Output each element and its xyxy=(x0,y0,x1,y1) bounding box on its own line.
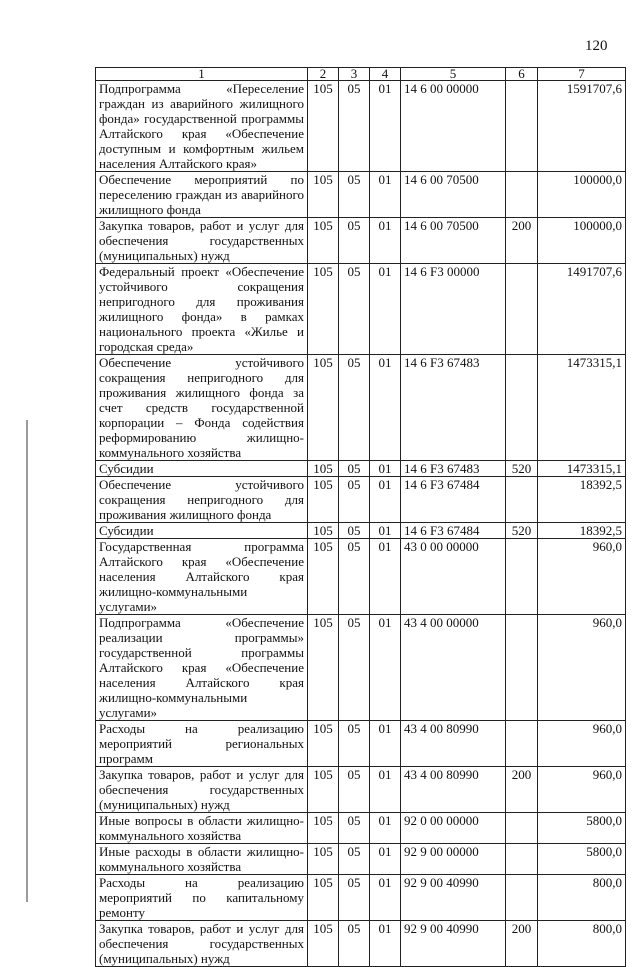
code-cell: 105 xyxy=(308,218,339,264)
table-row xyxy=(96,539,626,615)
target-article-cell: 92 9 00 40990 xyxy=(401,875,506,921)
amount-cell: 960,0 xyxy=(538,767,626,813)
subsection-cell: 01 xyxy=(370,264,401,355)
code-cell: 105 xyxy=(308,264,339,355)
amount-cell: 800,0 xyxy=(538,875,626,921)
item-name-cell: Расходы на реализацию мероприятий региональных программ xyxy=(96,721,308,767)
subsection-cell: 01 xyxy=(370,767,401,813)
amount-cell: 1473315,1 xyxy=(538,355,626,461)
section-cell: 05 xyxy=(339,355,370,461)
code-cell: 105 xyxy=(308,844,339,875)
code-cell: 105 xyxy=(308,813,339,844)
page-number: 120 xyxy=(585,38,608,54)
code-cell: 105 xyxy=(308,461,339,477)
expense-type-cell xyxy=(506,81,538,172)
code-cell: 105 xyxy=(308,721,339,767)
section-cell: 05 xyxy=(339,81,370,172)
table-row xyxy=(96,172,626,218)
expense-type-cell: 200 xyxy=(506,218,538,264)
item-name-cell: Подпрограмма «Обеспечение реализации программы» государственной программы Алтайского края «Обеспечение населения Алтайского края жилищно-коммунальными услугами» xyxy=(96,615,308,721)
section-cell: 05 xyxy=(339,875,370,921)
column-header: 3 xyxy=(339,68,370,81)
column-header: 2 xyxy=(308,68,339,81)
code-cell: 105 xyxy=(308,921,339,967)
amount-cell: 800,0 xyxy=(538,921,626,967)
code-cell: 105 xyxy=(308,523,339,539)
target-article-cell: 14 6 00 70500 xyxy=(401,172,506,218)
expense-type-cell xyxy=(506,721,538,767)
expense-type-cell xyxy=(506,355,538,461)
amount-cell: 1491707,6 xyxy=(538,264,626,355)
column-header: 5 xyxy=(401,68,506,81)
target-article-cell: 14 6 F3 00000 xyxy=(401,264,506,355)
subsection-cell: 01 xyxy=(370,539,401,615)
item-name-cell: Закупка товаров, работ и услуг для обеспечения государственных (муниципальных) нужд xyxy=(96,218,308,264)
code-cell: 105 xyxy=(308,539,339,615)
section-cell: 05 xyxy=(339,172,370,218)
amount-cell: 960,0 xyxy=(538,615,626,721)
item-name-cell: Закупка товаров, работ и услуг для обеспечения государственных (муниципальных) нужд xyxy=(96,921,308,967)
table-row xyxy=(96,81,626,172)
column-header: 4 xyxy=(370,68,401,81)
target-article-cell: 43 4 00 80990 xyxy=(401,767,506,813)
amount-cell: 960,0 xyxy=(538,539,626,615)
target-article-cell: 43 4 00 80990 xyxy=(401,721,506,767)
item-name-cell: Расходы на реализацию мероприятий по капитальному ремонту xyxy=(96,875,308,921)
section-cell: 05 xyxy=(339,615,370,721)
section-cell: 05 xyxy=(339,844,370,875)
subsection-cell: 01 xyxy=(370,721,401,767)
item-name-cell: Обеспечение устойчивого сокращения непригодного для проживания жилищного фонда xyxy=(96,477,308,523)
header-row xyxy=(96,68,626,81)
table-row xyxy=(96,844,626,875)
expense-type-cell: 520 xyxy=(506,523,538,539)
subsection-cell: 01 xyxy=(370,355,401,461)
code-cell: 105 xyxy=(308,767,339,813)
item-name-cell: Иные вопросы в области жилищно-коммунального хозяйства xyxy=(96,813,308,844)
table-row xyxy=(96,767,626,813)
item-name-cell: Закупка товаров, работ и услуг для обеспечения государственных (муниципальных) нужд xyxy=(96,767,308,813)
expense-type-cell xyxy=(506,844,538,875)
expense-type-cell xyxy=(506,813,538,844)
subsection-cell: 01 xyxy=(370,461,401,477)
item-name-cell: Федеральный проект «Обеспечение устойчивого сокращения непригодного для проживания жилищного фонда» в рамках национального проекта «Жилье и городская среда» xyxy=(96,264,308,355)
code-cell: 105 xyxy=(308,355,339,461)
section-cell: 05 xyxy=(339,477,370,523)
subsection-cell: 01 xyxy=(370,615,401,721)
target-article-cell: 92 0 00 00000 xyxy=(401,813,506,844)
amount-cell: 5800,0 xyxy=(538,813,626,844)
column-header: 7 xyxy=(538,68,626,81)
subsection-cell: 01 xyxy=(370,523,401,539)
amount-cell: 5800,0 xyxy=(538,844,626,875)
table-row xyxy=(96,875,626,921)
section-cell: 05 xyxy=(339,218,370,264)
target-article-cell: 92 9 00 00000 xyxy=(401,844,506,875)
table-row xyxy=(96,477,626,523)
subsection-cell: 01 xyxy=(370,172,401,218)
subsection-cell: 01 xyxy=(370,813,401,844)
amount-cell: 18392,5 xyxy=(538,523,626,539)
code-cell: 105 xyxy=(308,875,339,921)
expense-type-cell xyxy=(506,172,538,218)
section-cell: 05 xyxy=(339,461,370,477)
subsection-cell: 01 xyxy=(370,921,401,967)
target-article-cell: 14 6 F3 67484 xyxy=(401,523,506,539)
target-article-cell: 14 6 00 70500 xyxy=(401,218,506,264)
section-cell: 05 xyxy=(339,921,370,967)
section-cell: 05 xyxy=(339,264,370,355)
item-name-cell: Государственная программа Алтайского края «Обеспечение населения Алтайского края жилищно-коммунальными услугами» xyxy=(96,539,308,615)
amount-cell: 1473315,1 xyxy=(538,461,626,477)
expense-type-cell: 200 xyxy=(506,921,538,967)
amount-cell: 1591707,6 xyxy=(538,81,626,172)
item-name-cell: Обеспечение устойчивого сокращения непригодного для проживания жилищного фонда за счет средств государственной корпорации – Фонда содействия реформированию жилищно-коммунального хозяйства xyxy=(96,355,308,461)
expense-type-cell xyxy=(506,477,538,523)
section-cell: 05 xyxy=(339,721,370,767)
expense-type-cell: 520 xyxy=(506,461,538,477)
scan-edge-line xyxy=(26,420,28,902)
section-cell: 05 xyxy=(339,523,370,539)
table-row xyxy=(96,355,626,461)
code-cell: 105 xyxy=(308,81,339,172)
table-row xyxy=(96,461,626,477)
table-row xyxy=(96,615,626,721)
target-article-cell: 43 4 00 00000 xyxy=(401,615,506,721)
item-name-cell: Подпрограмма «Переселение граждан из аварийного жилищного фонда» государственной программы Алтайского края «Обеспечение доступным и комфортным жильем населения Алтайского края» xyxy=(96,81,308,172)
subsection-cell: 01 xyxy=(370,477,401,523)
column-header: 6 xyxy=(506,68,538,81)
table-row xyxy=(96,218,626,264)
subsection-cell: 01 xyxy=(370,218,401,264)
subsection-cell: 01 xyxy=(370,875,401,921)
table-row xyxy=(96,264,626,355)
section-cell: 05 xyxy=(339,813,370,844)
expense-type-cell xyxy=(506,539,538,615)
table-row xyxy=(96,813,626,844)
target-article-cell: 14 6 F3 67484 xyxy=(401,477,506,523)
item-name-cell: Субсидии xyxy=(96,523,308,539)
expense-type-cell xyxy=(506,264,538,355)
budget-table xyxy=(95,67,626,967)
code-cell: 105 xyxy=(308,172,339,218)
amount-cell: 100000,0 xyxy=(538,172,626,218)
section-cell: 05 xyxy=(339,539,370,615)
table-row xyxy=(96,921,626,967)
code-cell: 105 xyxy=(308,615,339,721)
amount-cell: 18392,5 xyxy=(538,477,626,523)
section-cell: 05 xyxy=(339,767,370,813)
subsection-cell: 01 xyxy=(370,844,401,875)
table-row xyxy=(96,523,626,539)
column-header: 1 xyxy=(96,68,308,81)
item-name-cell: Субсидии xyxy=(96,461,308,477)
amount-cell: 960,0 xyxy=(538,721,626,767)
item-name-cell: Иные расходы в области жилищно-коммунального хозяйства xyxy=(96,844,308,875)
amount-cell: 100000,0 xyxy=(538,218,626,264)
target-article-cell: 14 6 00 00000 xyxy=(401,81,506,172)
target-article-cell: 14 6 F3 67483 xyxy=(401,355,506,461)
code-cell: 105 xyxy=(308,477,339,523)
target-article-cell: 14 6 F3 67483 xyxy=(401,461,506,477)
table-row xyxy=(96,721,626,767)
expense-type-cell xyxy=(506,615,538,721)
expense-type-cell xyxy=(506,875,538,921)
expense-type-cell: 200 xyxy=(506,767,538,813)
target-article-cell: 43 0 00 00000 xyxy=(401,539,506,615)
subsection-cell: 01 xyxy=(370,81,401,172)
item-name-cell: Обеспечение мероприятий по переселению граждан из аварийного жилищного фонда xyxy=(96,172,308,218)
target-article-cell: 92 9 00 40990 xyxy=(401,921,506,967)
